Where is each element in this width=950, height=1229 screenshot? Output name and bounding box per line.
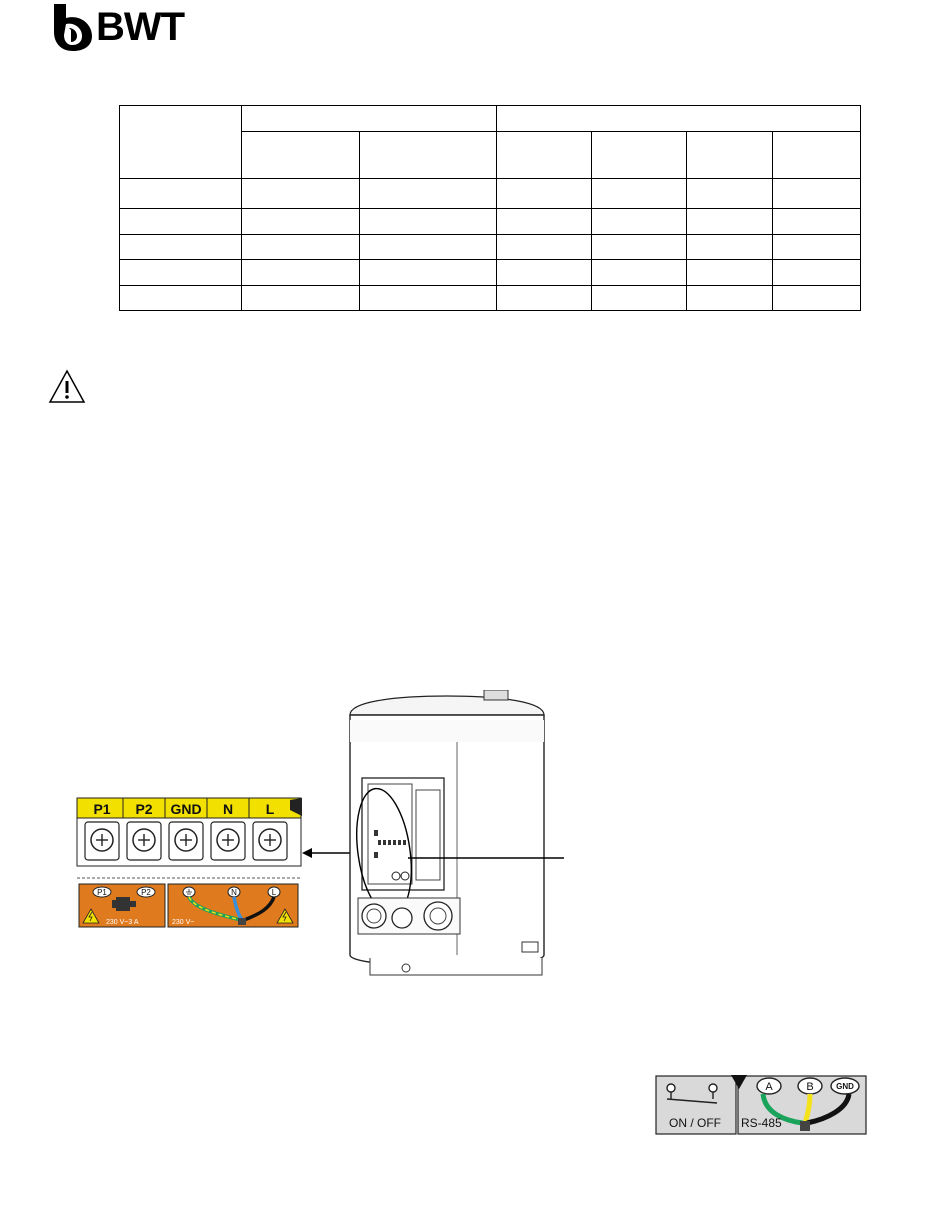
table-cell <box>360 259 497 285</box>
table-cell <box>686 209 772 234</box>
table-cell <box>120 106 242 179</box>
table-cell <box>772 234 860 259</box>
table-cell <box>497 179 591 209</box>
rating-right: 230 V~ <box>172 919 195 926</box>
table-cell <box>686 179 772 209</box>
table-cell <box>772 285 860 310</box>
table-row <box>120 234 861 259</box>
table-cell <box>497 132 591 179</box>
table-cell <box>591 179 686 209</box>
plate-label-l: L <box>271 888 277 897</box>
spec-table <box>119 105 861 311</box>
table-cell <box>242 209 360 234</box>
plate-label-p2: P2 <box>141 888 151 897</box>
table-cell <box>242 179 360 209</box>
table-cell <box>120 209 242 234</box>
terminal-label-l: L <box>265 801 275 817</box>
table-cell <box>242 234 360 259</box>
heat-pump-unit-drawing <box>312 690 582 985</box>
table-cell <box>360 132 497 179</box>
table-cell <box>120 285 242 310</box>
table-cell <box>591 234 686 259</box>
rs485-label: RS-485 <box>741 1116 782 1130</box>
terminal-block-diagram <box>76 796 304 929</box>
plate-label-p1: P1 <box>97 888 107 897</box>
plate-label-n: N <box>231 888 237 897</box>
table-cell <box>686 234 772 259</box>
table-cell <box>772 259 860 285</box>
table-cell <box>242 132 360 179</box>
table-cell <box>686 285 772 310</box>
rating-left: 230 V~3 A <box>106 919 139 926</box>
table-row <box>120 179 861 209</box>
terminal-b-label: B <box>806 1081 814 1093</box>
table-row <box>120 209 861 234</box>
table-cell <box>360 209 497 234</box>
onoff-label: ON / OFF <box>669 1116 721 1130</box>
table-cell <box>591 132 686 179</box>
table-cell <box>360 234 497 259</box>
bwt-logo <box>50 2 216 52</box>
table-cell <box>360 285 497 310</box>
table-cell <box>497 259 591 285</box>
table-row <box>120 259 861 285</box>
table-cell <box>120 179 242 209</box>
table-cell <box>497 106 861 132</box>
logo-wordmark: BWT <box>96 5 185 49</box>
terminal-label-gnd: GND <box>170 801 202 817</box>
table-cell <box>120 259 242 285</box>
table-cell <box>497 285 591 310</box>
bwt-drop-icon <box>50 2 96 52</box>
terminal-label-p1: P1 <box>93 801 111 817</box>
table-cell <box>120 234 242 259</box>
table-cell <box>686 132 772 179</box>
table-row <box>120 285 861 310</box>
table-cell <box>772 209 860 234</box>
communication-terminal-diagram <box>655 1075 867 1135</box>
terminal-gnd-label: GND <box>836 1082 854 1091</box>
table-cell <box>242 106 497 132</box>
table-cell <box>242 285 360 310</box>
table-cell <box>497 234 591 259</box>
table-cell <box>497 209 591 234</box>
table-cell <box>242 259 360 285</box>
table-cell <box>686 259 772 285</box>
table-cell <box>591 285 686 310</box>
table-cell <box>772 179 860 209</box>
table-cell <box>360 179 497 209</box>
terminal-label-p2: P2 <box>135 801 153 817</box>
table-row <box>120 106 861 132</box>
terminal-a-label: A <box>765 1081 773 1093</box>
table-cell <box>591 209 686 234</box>
table-cell <box>772 132 860 179</box>
table-cell <box>591 259 686 285</box>
warning-icon <box>48 369 86 404</box>
terminal-label-n: N <box>222 801 234 817</box>
